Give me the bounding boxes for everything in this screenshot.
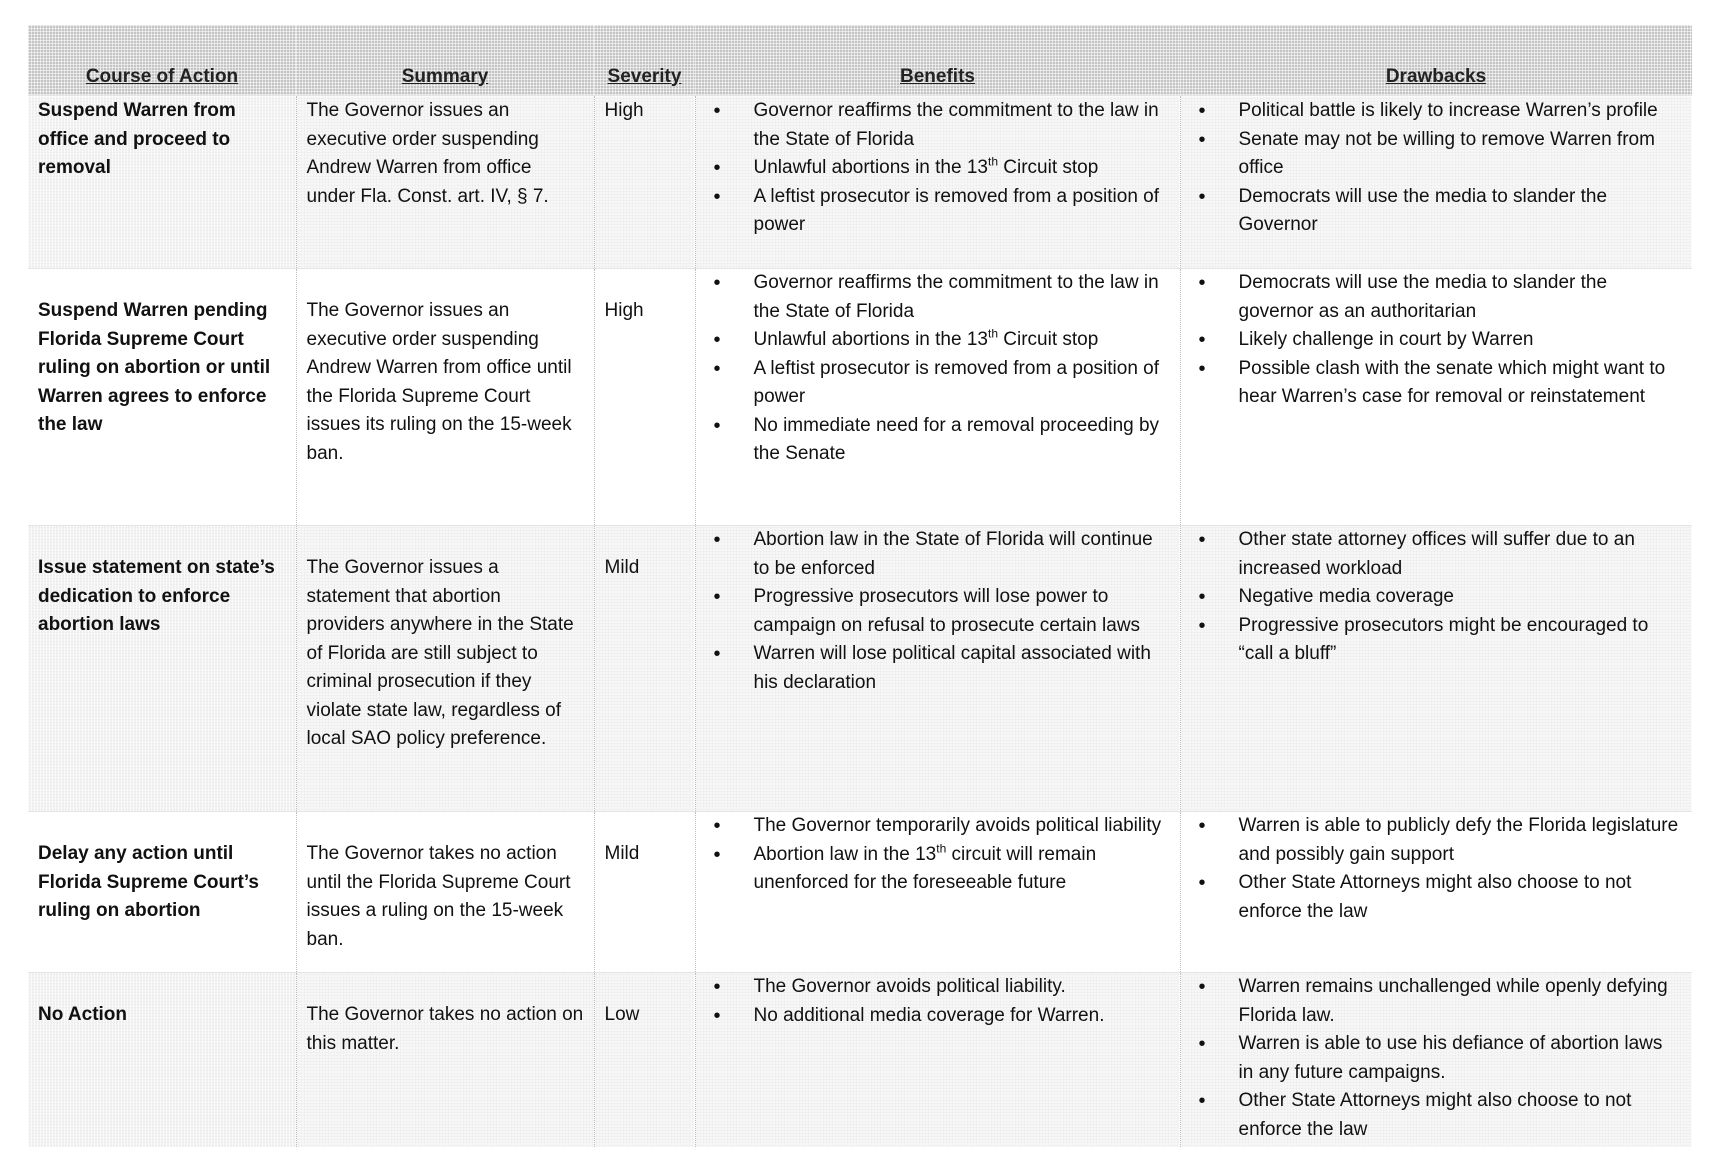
drawbacks-cell [1180,812,1692,973]
course-text: Delay any action until Florida Supreme Court’s ruling on abortion [38,843,259,921]
benefits-cell [695,973,1180,1148]
list-item: • Other State Attorneys might also choose to not enforce the law [1191,1087,1683,1144]
summary-text: The Governor issues an executive order suspending Andrew Warren from office until the Florida Supreme Court issues its ruling on the 15-week ban. [306,300,572,464]
header-summary: Summary [296,25,594,96]
course-text: No Action [38,1004,128,1025]
header-severity: Severity [594,25,695,96]
list-item: • Warren is able to publicly defy the Florida legislature and possibly gain support [1191,812,1683,869]
header-row [28,25,1692,96]
list-item: • Other state attorney offices will suffer due to an increased workload [1191,526,1683,583]
severity-cell [594,812,695,973]
list-item: • Democrats will use the media to slander the governor as an authoritarian [1191,269,1683,326]
header-course: Course of Action [28,25,296,96]
list-item: • Warren remains unchallenged while openly defying Florida law. [1191,973,1683,1030]
summary-text: The Governor takes no action until the Florida Supreme Court issues a ruling on the 15-week ban. [306,843,571,950]
list-item: • Negative media coverage [1191,583,1683,612]
list-item: • Progressive prosecutors might be encouraged to “call a bluff” [1191,612,1683,669]
table-row [28,96,1692,269]
table-row [28,269,1692,526]
course-of-action-table [28,25,1692,1147]
severity-cell [594,269,695,526]
benefits-list [706,973,1170,1030]
benefits-list [706,269,1170,469]
summary-cell [296,269,594,526]
severity-text: Mild [604,843,640,864]
severity-text: High [604,300,644,321]
list-item: • Progressive prosecutors will lose power to campaign on refusal to prosecute certain laws [706,583,1170,640]
header-drawbacks: Drawbacks [1180,25,1692,96]
list-item: • Governor reaffirms the commitment to the law in the State of Florida [706,269,1170,326]
benefits-cell [695,526,1180,812]
table-row [28,526,1692,812]
benefits-list [706,97,1170,240]
list-item: • Unlawful abortions in the 13th Circuit stop [706,326,1170,355]
list-item: • Unlawful abortions in the 13th Circuit stop [706,154,1170,183]
drawbacks-cell [1180,96,1692,269]
benefits-list [706,812,1170,898]
header-benefits: Benefits [695,25,1180,96]
ordinal-suffix: th [987,154,998,169]
severity-cell [594,526,695,812]
list-item: • The Governor temporarily avoids political liability [706,812,1170,841]
summary-cell [296,526,594,812]
severity-cell [594,973,695,1148]
summary-cell: The Governor issues an executive order suspending Andrew Warren from office under Fla. Const. art. IV, § 7. [296,96,594,269]
course-cell [28,812,296,973]
benefits-cell [695,96,1180,269]
list-item: • No additional media coverage for Warren. [706,1002,1170,1031]
drawbacks-list [1191,973,1683,1144]
ordinal-suffix: th [987,326,998,341]
course-cell: Suspend Warren from office and proceed to removal [28,96,296,269]
benefits-list [706,526,1170,697]
list-item: • Democrats will use the media to slander the Governor [1191,183,1683,240]
course-cell [28,269,296,526]
drawbacks-list [1191,97,1683,240]
drawbacks-cell [1180,973,1692,1148]
summary-cell [296,812,594,973]
list-item: • Abortion law in the State of Florida will continue to be enforced [706,526,1170,583]
list-item: • Other State Attorneys might also choose to not enforce the law [1191,869,1683,926]
list-item: • Warren is able to use his defiance of abortion laws in any future campaigns. [1191,1030,1683,1087]
course-text: Suspend Warren pending Florida Supreme Court ruling on abortion or until Warren agrees to enforce the law [38,300,271,435]
list-item: • A leftist prosecutor is removed from a position of power [706,355,1170,412]
drawbacks-cell [1180,269,1692,526]
course-cell [28,526,296,812]
drawbacks-list [1191,812,1683,926]
benefits-cell [695,269,1180,526]
summary-cell [296,973,594,1148]
list-item: • The Governor avoids political liability. [706,973,1170,1002]
table-row [28,812,1692,973]
drawbacks-list [1191,269,1683,412]
ordinal-suffix: th [936,841,947,856]
drawbacks-cell [1180,526,1692,812]
list-item: • Likely challenge in court by Warren [1191,326,1683,355]
summary-text: The Governor issues a statement that abortion providers anywhere in the State of Florida are still subject to criminal prosecution if they violate state law, regardless of local SAO policy preference. [306,557,574,749]
list-item: • No immediate need for a removal proceeding by the Senate [706,412,1170,469]
benefits-cell [695,812,1180,973]
course-cell [28,973,296,1148]
summary-text: The Governor takes no action on this matter. [306,1004,584,1054]
drawbacks-list [1191,526,1683,669]
severity-text: Low [604,1004,640,1025]
table-row [28,973,1692,1148]
list-item: • Abortion law in the 13th circuit will remain unenforced for the foreseeable future [706,841,1170,898]
list-item: • Political battle is likely to increase Warren’s profile [1191,97,1683,126]
list-item: • Governor reaffirms the commitment to the law in the State of Florida [706,97,1170,154]
severity-cell: High [594,96,695,269]
list-item: • Possible clash with the senate which might want to hear Warren’s case for removal or reinstatement [1191,355,1683,412]
list-item: • Warren will lose political capital associated with his declaration [706,640,1170,697]
list-item: • A leftist prosecutor is removed from a position of power [706,183,1170,240]
severity-text: Mild [604,557,640,578]
course-text: Issue statement on state’s dedication to enforce abortion laws [38,557,275,635]
list-item: • Senate may not be willing to remove Warren from office [1191,126,1683,183]
